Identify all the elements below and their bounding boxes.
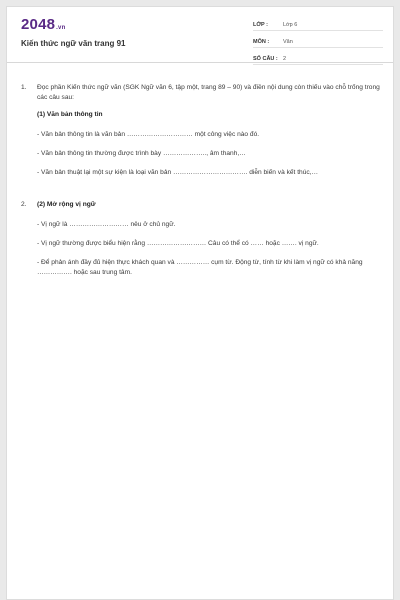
worksheet-content — [21, 83, 381, 278]
question-1 — [21, 83, 381, 178]
site-logo[interactable] — [21, 16, 65, 33]
meta-row-subject — [253, 36, 383, 48]
fill-blank-line: - Văn bản thuật lại một sự kiện là loại văn bản ……………………………. diễn biến và kết thúc,… — [37, 169, 319, 177]
meta-value: 2 — [283, 56, 287, 62]
meta-value: Văn — [283, 39, 293, 45]
section-title: (1) Văn bản thông tin — [37, 111, 103, 119]
meta-row-class — [253, 19, 383, 31]
question-number: 1. — [21, 84, 27, 91]
question-intro: Đọc phần Kiến thức ngữ văn (SGK Ngữ văn 6, tập một, trang 89 – 90) và điền nội dung còn thiếu vào chỗ trống trong các câu sau: — [37, 84, 380, 102]
question-body — [37, 200, 381, 278]
page-title: Kiến thức ngữ văn trang 91 — [21, 39, 126, 48]
section-title: (2) Mở rộng vị ngữ — [37, 201, 96, 209]
logo-suffix: .vn — [56, 25, 66, 31]
worksheet-header — [7, 7, 393, 63]
fill-blank-line: - Văn bản thông tin thường được trình bày ……………….., âm thanh,… — [37, 149, 246, 157]
fill-blank-line: - Văn bản thông tin là văn bản ………………………… một công việc nào đó. — [37, 130, 260, 138]
meta-row-count — [253, 53, 383, 65]
question-body — [37, 83, 381, 178]
fill-blank-line: - Vị ngữ thường được biểu hiện rằng ……………………… Câu có thể có …… hoặc ……. vị ngữ. — [37, 239, 319, 247]
question-number: 2. — [21, 201, 27, 209]
meta-label: MÔN : — [253, 39, 270, 45]
logo-text: 2048 — [21, 16, 56, 33]
worksheet-page — [6, 6, 394, 600]
meta-info — [253, 19, 383, 70]
meta-value: Lớp 6 — [283, 22, 298, 28]
fill-blank-line: - Vị ngữ là ……………………… nêu ở chủ ngữ. — [37, 220, 176, 228]
meta-label: LỚP : — [253, 22, 268, 28]
question-2 — [21, 200, 381, 278]
meta-label: SỐ CÂU : — [253, 56, 278, 62]
fill-blank-line: - Để phản ánh đầy đủ hiện thực khách quan và …………… cụm từ. Động từ, tính từ khi làm vị ngữ có khả năng ……………. hoặc sau trung tâm. — [37, 258, 363, 277]
